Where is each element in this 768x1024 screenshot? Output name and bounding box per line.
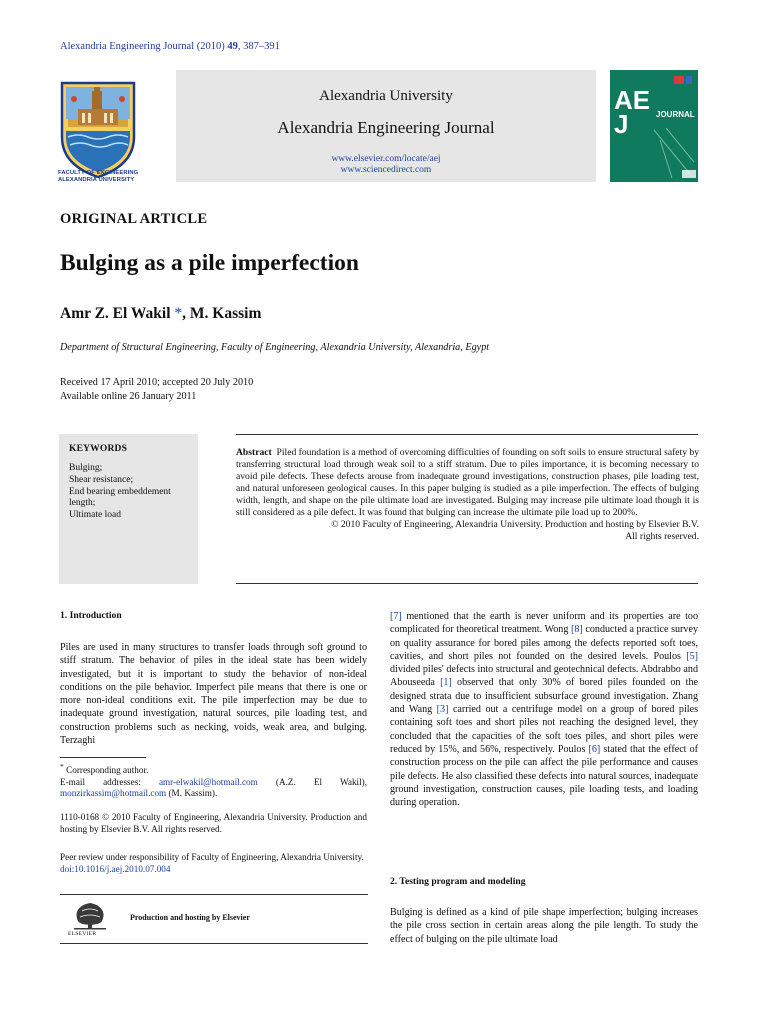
journal-ref-pages: , 387–391 [237, 41, 280, 52]
journal-ref-prefix: Alexandria Engineering Journal (2010) [60, 41, 228, 52]
elsevier-logo-text: ELSEVIER [68, 931, 97, 937]
ref-8-link[interactable]: [8] [571, 624, 583, 636]
sciencedirect-url-link[interactable]: www.sciencedirect.com [340, 165, 432, 175]
section-heading-introduction: 1. Introduction [60, 610, 122, 621]
journal-header-box [176, 70, 596, 182]
doi-link[interactable]: doi:10.1016/j.aej.2010.07.004 [60, 863, 171, 874]
corresponding-author-link[interactable]: * [174, 305, 183, 322]
footnote-emails [60, 777, 367, 800]
email-owner-2: (M. Kassim). [166, 788, 218, 799]
keyword-item: Shear resistance; [69, 474, 134, 485]
text-span: mentioned that the earth is never uniform and its properties are too complicated for theoretical treatment. Wong [390, 611, 698, 636]
text-span: stated that the effect of construction process on the pile can affect the pile performance and causes pile defects. He also classified these defects into natural sources, inadequate ground investigation, construction causes, pile loading tests, and loading during operation. [390, 743, 698, 809]
faculty-caption [58, 170, 142, 184]
university-name: Alexandria University [319, 88, 453, 104]
keywords-title: KEYWORDS [69, 444, 128, 454]
email-link-1[interactable]: amr-elwakil@hotmail.com [158, 776, 258, 787]
email-link-2[interactable]: monzirkassim@hotmail.com [60, 788, 167, 799]
elsevier-banner [60, 894, 368, 944]
author-2: , M. Kassim [182, 305, 262, 322]
text-span: carried out a centrifuge model on a group of bored piles containing soft toes and short piles not reaching the designed level, they concluded that the capacities of the soft toes piles, and short piles were reduced by 15%, and 56%, respectively. Poulos [390, 704, 698, 755]
footnote-corresponding [60, 761, 367, 777]
authors [60, 305, 261, 323]
received-dates [60, 376, 253, 403]
available-line: Available online 26 January 2011 [60, 390, 197, 402]
peer-review-text: Peer review under responsibility of Faculty of Engineering, Alexandria University. [60, 852, 364, 862]
introduction-continued-paragraph [390, 610, 698, 809]
peer-review-note [60, 852, 367, 876]
abstract-top-divider [236, 434, 698, 435]
keyword-item: Bulging; [69, 463, 103, 473]
journal-ref-volume: 49 [227, 41, 238, 52]
elsevier-url-link[interactable]: www.elsevier.com/locate/aej [331, 154, 441, 164]
keywords-list [69, 463, 194, 522]
faculty-caption-line1: FACULTY OF ENGINEERING [58, 170, 139, 176]
issn-copyright: 1110-0168 © 2010 Faculty of Engineering, Alexandria University. Production and hosting by Elsevier B.V. All rights reserved. [60, 812, 367, 834]
rights-line: All rights reserved. [625, 531, 699, 542]
keywords-box [59, 434, 198, 584]
abstract-label: Abstract [236, 447, 272, 458]
journal-reference[interactable] [60, 41, 280, 52]
text-span: observed that only 30% of bored piles founded on the designed strata due to insufficient subsurface ground investigation. Zhang and Wang [390, 677, 698, 716]
ref-5-link[interactable]: [5] [686, 650, 698, 662]
ref-6-link[interactable]: [6] [588, 743, 601, 755]
abstract-copyright [236, 519, 699, 543]
email-label: E-mail addresses: [60, 776, 159, 787]
article-title: Bulging as a pile imperfection [60, 250, 359, 276]
affiliation: Department of Structural Engineering, Faculty of Engineering, Alexandria University, Alexandria, Egypt [60, 342, 490, 353]
copyright-line: © 2010 Faculty of Engineering, Alexandria University. Production and hosting by Elsevier B.V. [331, 519, 699, 530]
ref-7-link[interactable]: [7] [390, 611, 402, 622]
journal-cover-letters: AEJ [614, 85, 651, 139]
footnote-star: * [60, 762, 64, 771]
footnote [60, 761, 367, 800]
keyword-item: Ultimate load [69, 510, 121, 521]
journal-name: Alexandria Engineering Journal [277, 118, 495, 137]
author-1: Amr Z. El Wakil [60, 305, 175, 322]
journal-cover-word: JOURNAL [656, 110, 695, 119]
received-line: Received 17 April 2010; accepted 20 July 2010 [60, 377, 254, 388]
faculty-caption-line2: ALEXANDRIA UNIVERSITY [58, 177, 135, 183]
ref-3-link[interactable]: [3] [436, 704, 449, 716]
testing-paragraph: Bulging is defined as a kind of pile shape imperfection; bulging increases the pile cross section in certain areas along the pile length. To study the effect of bulging on the pile ultimate load [390, 907, 698, 945]
journal-cover [610, 70, 698, 182]
abstract [236, 447, 699, 543]
section-heading-testing: 2. Testing program and modeling [390, 876, 526, 887]
email-owner-1: (A.Z. El Wakil), [257, 776, 368, 787]
article-type: ORIGINAL ARTICLE [60, 211, 208, 227]
text-span: conducted a practice survey on quality assurance for bored piles among the defects reported soft toes, cavities, and short piles not founded on the desired levels. Poulos [390, 624, 698, 662]
introduction-paragraph: Piles are used in many structures to transfer loads through soft ground to stiff stratum. The behavior of piles in the ideal state has been widely investigated, but it is important to study the behavior of non-ideal conditions on the pile behavior. Imperfect pile means that there is one or more non-ideal conditions exit. The pile imperfection may be due to inadequate ground investigation, natural sources, pile loading test, and construction problems such as necking, voids, weak area, and bulging. Terzaghi [60, 642, 367, 747]
abstract-text: Piled foundation is a method of overcoming difficulties of founding on soft soils to ensure structural safety by transferring structural load through weak soil to a stiff stratum. Due to piles importance, it is becoming necessary to avoid pile defects. These defects arouse from inadequate ground investigations, construction phases, pile loading test, and natural unforeseen geological causes. In this paper bulging is studied as a pile imperfection. The effects of bulging width, length, and shape on the pile ultimate load are investigated. Bulging may increase pile ultimate load though it is still considered as a pile defect. It was found that bulging can increase the ultimate pile load up to 200%. [236, 447, 700, 518]
ref-1-link[interactable]: [1] [440, 677, 452, 689]
elsevier-hosting-text: Production and hosting by Elsevier [130, 913, 250, 922]
keyword-item: End bearing embeddement length; [69, 486, 171, 509]
text-span: divided piles' defects into structural and geotechnical defects. Abdrabbo and Abouseeda [390, 664, 698, 689]
footnote-divider [60, 757, 146, 758]
corresponding-label: Corresponding author. [66, 765, 149, 776]
abstract-bottom-divider [236, 583, 698, 584]
